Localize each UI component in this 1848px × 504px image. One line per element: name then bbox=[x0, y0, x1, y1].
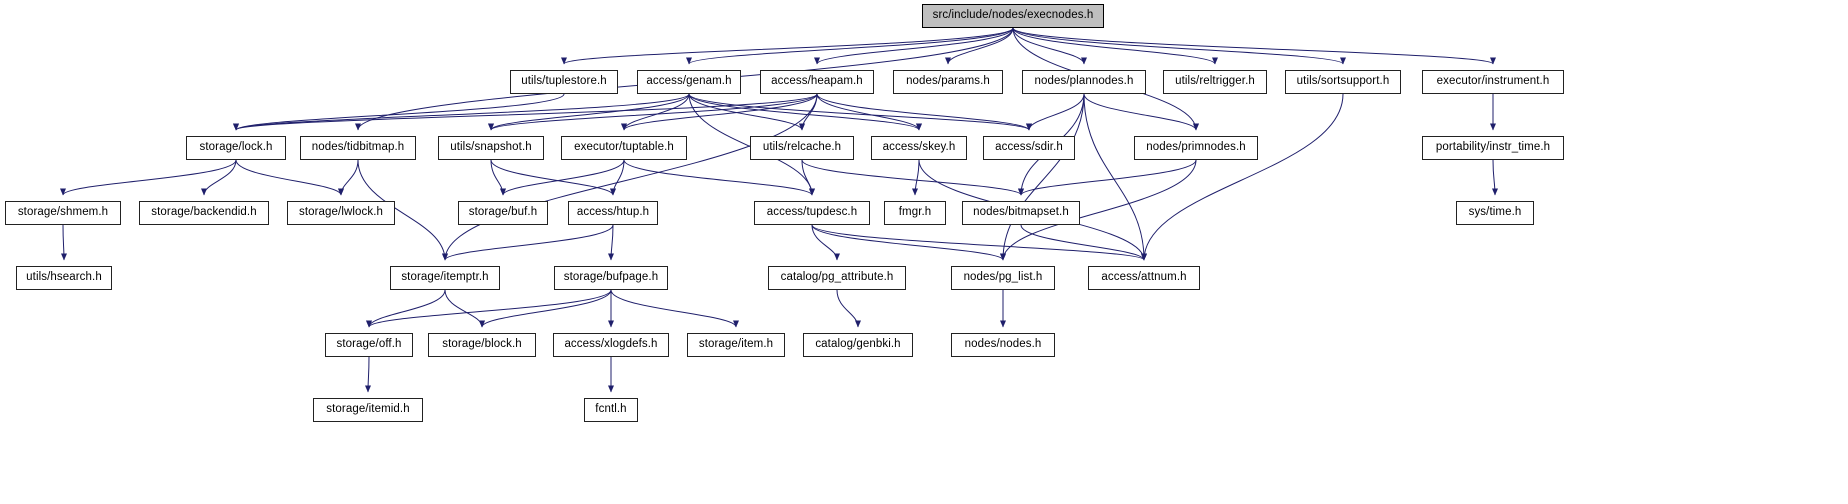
edge-htup-to-itemptr bbox=[445, 225, 613, 260]
node-fcntl[interactable]: fcntl.h bbox=[584, 398, 638, 422]
edge-execnodes-to-sortsupport bbox=[1013, 28, 1343, 64]
edge-bufpage-to-off bbox=[369, 290, 611, 327]
node-snapshot[interactable]: utils/snapshot.h bbox=[438, 136, 544, 160]
edge-execnodes-to-heapam bbox=[817, 28, 1013, 64]
node-lwlock[interactable]: storage/lwlock.h bbox=[287, 201, 395, 225]
edge-tupdesc-to-pg_attribute bbox=[812, 225, 837, 260]
node-instr_time[interactable]: portability/instr_time.h bbox=[1422, 136, 1564, 160]
edge-execnodes-to-reltrigger bbox=[1013, 28, 1215, 64]
edge-genam-to-tuptable bbox=[624, 94, 689, 130]
node-params[interactable]: nodes/params.h bbox=[893, 70, 1003, 94]
edge-pg_attribute-to-genbki bbox=[837, 290, 858, 327]
node-backendid[interactable]: storage/backendid.h bbox=[139, 201, 269, 225]
edge-itemptr-to-block bbox=[445, 290, 482, 327]
node-nodes[interactable]: nodes/nodes.h bbox=[951, 333, 1055, 357]
node-tuptable[interactable]: executor/tuptable.h bbox=[561, 136, 687, 160]
edge-heapam-to-tuptable bbox=[624, 94, 817, 130]
node-relcache[interactable]: utils/relcache.h bbox=[750, 136, 854, 160]
edge-execnodes-to-tuplestore bbox=[564, 28, 1013, 64]
node-itemid[interactable]: storage/itemid.h bbox=[313, 398, 423, 422]
node-off[interactable]: storage/off.h bbox=[325, 333, 413, 357]
edge-plannodes-to-pg_list bbox=[1003, 94, 1084, 260]
node-fmgr[interactable]: fmgr.h bbox=[884, 201, 946, 225]
edge-tuptable-to-htup bbox=[613, 160, 624, 195]
edge-htup-to-bufpage bbox=[611, 225, 613, 260]
node-systime[interactable]: sys/time.h bbox=[1456, 201, 1534, 225]
edge-lock-to-backendid bbox=[204, 160, 236, 195]
edge-bufpage-to-block bbox=[482, 290, 611, 327]
node-pg_list[interactable]: nodes/pg_list.h bbox=[951, 266, 1055, 290]
edge-heapam-to-relcache bbox=[802, 94, 817, 130]
node-item[interactable]: storage/item.h bbox=[687, 333, 785, 357]
edge-heapam-to-itemptr bbox=[445, 94, 817, 260]
edge-off-to-itemid bbox=[368, 357, 369, 392]
edge-instr_time-to-systime bbox=[1493, 160, 1495, 195]
node-plannodes[interactable]: nodes/plannodes.h bbox=[1022, 70, 1146, 94]
node-hsearch[interactable]: utils/hsearch.h bbox=[16, 266, 112, 290]
edge-shmem-to-hsearch bbox=[63, 225, 64, 260]
edge-heapam-to-sdir bbox=[817, 94, 1029, 130]
edge-bufpage-to-item bbox=[611, 290, 736, 327]
edge-itemptr-to-off bbox=[369, 290, 445, 327]
node-tidbitmap[interactable]: nodes/tidbitmap.h bbox=[300, 136, 416, 160]
edge-heapam-to-snapshot bbox=[491, 94, 817, 130]
node-shmem[interactable]: storage/shmem.h bbox=[5, 201, 121, 225]
edge-heapam-to-skey bbox=[817, 94, 919, 130]
edge-relcache-to-tupdesc bbox=[802, 160, 812, 195]
edge-tuplestore-to-lock bbox=[236, 94, 564, 130]
node-sdir[interactable]: access/sdir.h bbox=[983, 136, 1075, 160]
node-heapam[interactable]: access/heapam.h bbox=[760, 70, 874, 94]
node-skey[interactable]: access/skey.h bbox=[871, 136, 967, 160]
edge-plannodes-to-primnodes bbox=[1084, 94, 1196, 130]
node-lock[interactable]: storage/lock.h bbox=[186, 136, 286, 160]
edge-tuptable-to-buf bbox=[503, 160, 624, 195]
edge-plannodes-to-attnum bbox=[1084, 94, 1144, 260]
node-pg_attribute[interactable]: catalog/pg_attribute.h bbox=[768, 266, 906, 290]
node-htup[interactable]: access/htup.h bbox=[568, 201, 658, 225]
node-primnodes[interactable]: nodes/primnodes.h bbox=[1134, 136, 1258, 160]
node-attnum[interactable]: access/attnum.h bbox=[1088, 266, 1200, 290]
edge-plannodes-to-sdir bbox=[1029, 94, 1084, 130]
node-block[interactable]: storage/block.h bbox=[428, 333, 536, 357]
edge-relcache-to-bitmapset bbox=[802, 160, 1021, 195]
edge-tupdesc-to-attnum bbox=[812, 225, 1144, 260]
edge-execnodes-to-instrument bbox=[1013, 28, 1493, 64]
node-tuplestore[interactable]: utils/tuplestore.h bbox=[510, 70, 618, 94]
edge-heapam-to-lock bbox=[236, 94, 817, 130]
edge-snapshot-to-htup bbox=[491, 160, 613, 195]
node-tupdesc[interactable]: access/tupdesc.h bbox=[754, 201, 870, 225]
edge-bitmapset-to-attnum bbox=[1021, 225, 1144, 260]
edge-execnodes-to-plannodes bbox=[1013, 28, 1084, 64]
node-instrument[interactable]: executor/instrument.h bbox=[1422, 70, 1564, 94]
edge-lock-to-lwlock bbox=[236, 160, 341, 195]
edge-genam-to-snapshot bbox=[491, 94, 689, 130]
node-bitmapset[interactable]: nodes/bitmapset.h bbox=[962, 201, 1080, 225]
edge-tuptable-to-tupdesc bbox=[624, 160, 812, 195]
node-genam[interactable]: access/genam.h bbox=[637, 70, 741, 94]
edge-genam-to-skey bbox=[689, 94, 919, 130]
edge-genam-to-lock bbox=[236, 94, 689, 130]
edge-genam-to-sdir bbox=[689, 94, 1029, 130]
node-itemptr[interactable]: storage/itemptr.h bbox=[390, 266, 500, 290]
edge-execnodes-to-params bbox=[948, 28, 1013, 64]
node-bufpage[interactable]: storage/bufpage.h bbox=[554, 266, 668, 290]
node-buf[interactable]: storage/buf.h bbox=[458, 201, 548, 225]
edge-tupdesc-to-pg_list bbox=[812, 225, 1003, 260]
node-genbki[interactable]: catalog/genbki.h bbox=[803, 333, 913, 357]
edge-skey-to-fmgr bbox=[915, 160, 919, 195]
node-sortsupport[interactable]: utils/sortsupport.h bbox=[1285, 70, 1401, 94]
edge-execnodes-to-genam bbox=[689, 28, 1013, 64]
edge-sortsupport-to-attnum bbox=[1144, 94, 1343, 260]
edge-snapshot-to-buf bbox=[491, 160, 503, 195]
edge-primnodes-to-bitmapset bbox=[1021, 160, 1196, 195]
node-xlogdefs[interactable]: access/xlogdefs.h bbox=[553, 333, 669, 357]
node-execnodes[interactable]: src/include/nodes/execnodes.h bbox=[922, 4, 1104, 28]
edge-genam-to-relcache bbox=[689, 94, 802, 130]
node-reltrigger[interactable]: utils/reltrigger.h bbox=[1163, 70, 1267, 94]
edge-lock-to-shmem bbox=[63, 160, 236, 195]
edge-tidbitmap-to-lwlock bbox=[341, 160, 358, 195]
